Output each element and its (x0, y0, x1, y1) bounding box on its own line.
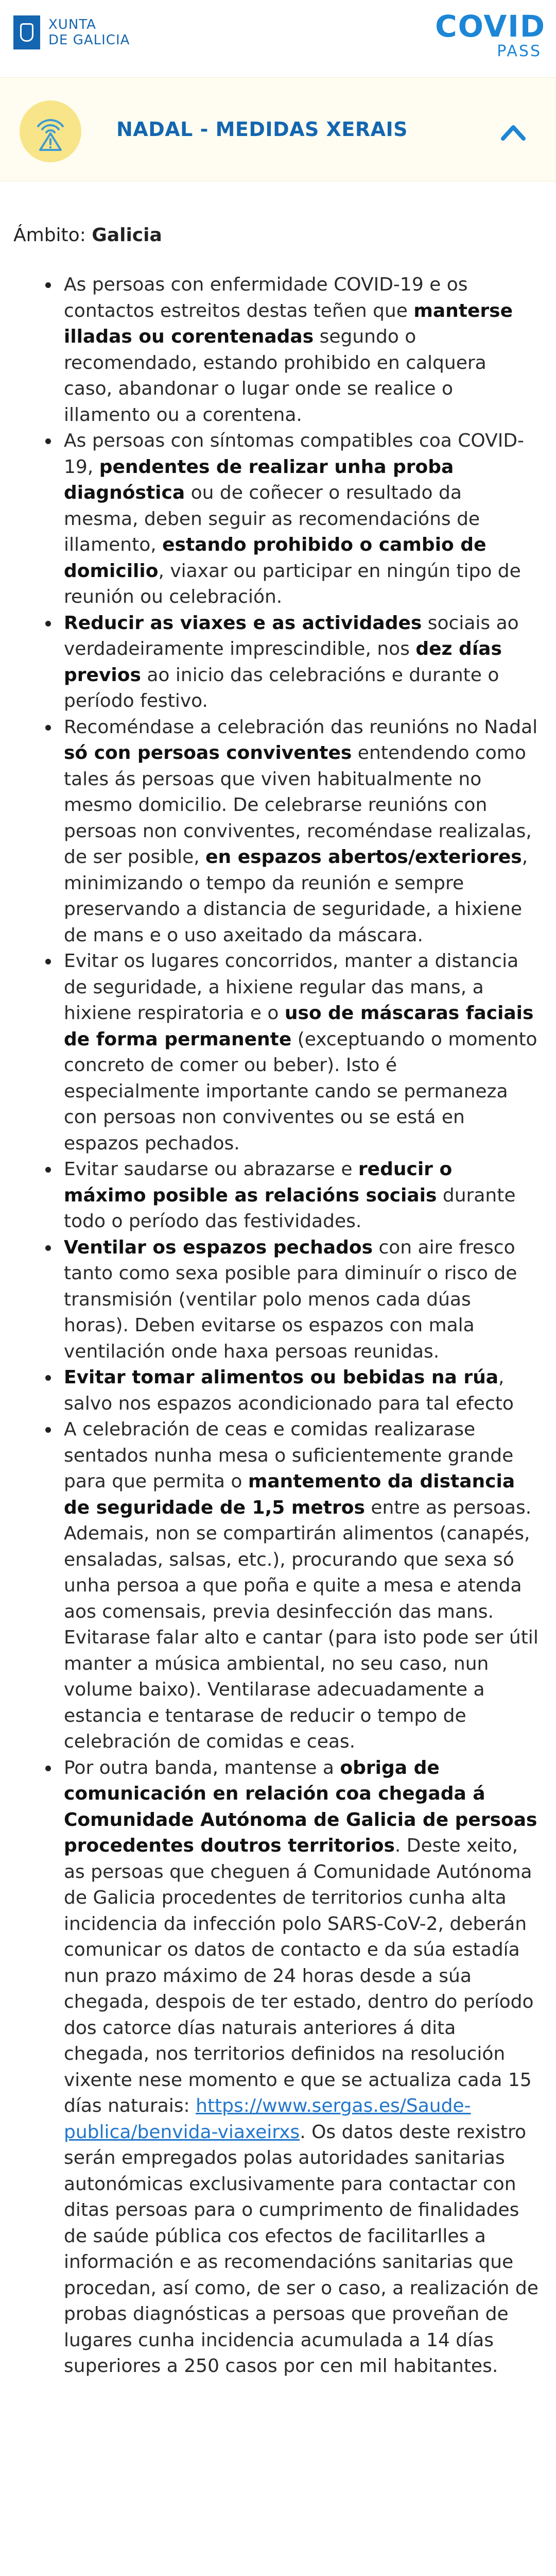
body-text: segundo o recomendado, estando prohibido en calquera caso, abandonar o lugar onde se realice o illamento ou a corentena. (64, 326, 486, 426)
emphasis-text: Ventilar os espazos pechados (64, 1236, 373, 1258)
top-bar (0, 0, 556, 77)
list-item (13, 428, 543, 611)
list-item (13, 1235, 543, 1365)
list-item (13, 1417, 543, 1755)
body-text: con aire fresco tanto como sexa posible para diminuír o risco de transmisión (ventilar polo menos cada dúas horas). Deben evitarse os espazos con mala ventilación onde haxa persoas reunidas. (64, 1236, 517, 1362)
section-content (0, 223, 556, 2380)
covid-wordmark: COVID (435, 9, 546, 44)
emphasis-text: só con persoas conviventes (64, 742, 352, 764)
list-item (13, 1755, 543, 2380)
body-text: . Deste xeito, as persoas que cheguen á Comunidade Autónoma de Galicia procedentes de territorios cunha alta incidencia da infección polo SARS-CoV-2, deberán comunicar os datos de contacto e da súa estadía nun prazo máximo de 24 horas desde a súa chegada, despois de ter estado, dentro do período dos catorce días naturais anteriores á dita chegada, nos territorios definidos na resolución vixente nese momento e que se actualiza cada 15 días naturais: (64, 1835, 534, 2116)
sergas-link[interactable]: https://www.sergas.es/Saude-publica/benvida-viaxeirxs (64, 2095, 471, 2143)
emphasis-text: manterse illadas ou corentenadas (64, 300, 513, 347)
body-text: ao inicio das celebracións e durante o período festivo. (64, 664, 499, 711)
emphasis-text: dez días previos (64, 638, 502, 686)
pass-wordmark: PASS (497, 42, 542, 60)
body-text: . Os datos deste rexistro serán empregados polas autoridades sanitarias autonómicas exclusivamente para contactar con ditas persoas para o cumprimento de finalidades de saúde pública cos efectos de facilitarlles a información e as recomendacións sanitarias que procedan, así como, de ser o caso, a realización de probas diagnósticas a persoas que proveñan de lugares cunha incidencia acumulada a 14 días superiores a 250 casos por cen mil habitantes. (64, 2121, 538, 2377)
ambito-line (13, 223, 543, 248)
warning-signal-icon (20, 100, 81, 162)
emphasis-text: estando prohibido o cambio de domicilio (64, 534, 486, 582)
emphasis-text: obriga de comunicación en relación coa chegada á Comunidade Autónoma de Galicia de persoas procedentes doutros territorios (64, 1757, 537, 1856)
section-header[interactable] (0, 77, 556, 181)
body-text: A celebración de ceas e comidas realizarase sentados nunha mesa o suficientemente grande para que permita o (64, 1419, 514, 1492)
list-item (13, 1365, 543, 1417)
emphasis-text: reducir o máximo posible as relacións sociais (64, 1159, 453, 1206)
list-item (13, 272, 543, 428)
body-text: entre as persoas. Ademais, non se compartirán alimentos (canapés, ensaladas, salsas, etc.), procurando que sexa só unha persoa a que poña e quite a mesa e atenda aos comensais, previa desinfección das mans. Evitarase falar alto e cantar (para isto pode ser útil manter a música ambiental, no seu caso, nun volume baixo). Ventilarase adecuadamente a estancia e tentarase de reducir o tempo de celebración de comidas e ceas. (64, 1497, 538, 1752)
emphasis-text: uso de máscaras faciais de forma permanente (64, 1003, 534, 1050)
body-text: Evitar os lugares concorridos, manter a distancia de seguridade, a hixiene regular das mans, a hixiene respiratoria e o (64, 951, 519, 1024)
body-text: As persoas con enfermidade COVID-19 e os contactos estreitos destas teñen que (64, 274, 468, 321)
emphasis-text: pendentes de realizar unha proba diagnóstica (64, 456, 454, 503)
body-text: durante todo o período das festividades. (64, 1184, 516, 1232)
list-item (13, 1157, 543, 1235)
xunta-logo[interactable] (13, 15, 130, 49)
xunta-wordmark (48, 17, 130, 48)
ambito-label: Ámbito: (13, 225, 86, 246)
list-item (13, 715, 543, 949)
covid-pass-logo (435, 11, 546, 60)
ambito-value: Galicia (92, 225, 162, 246)
list-item (13, 948, 543, 1157)
body-text: Recoméndase a celebración das reunións no Nadal (64, 716, 538, 738)
body-text: entendendo como tales ás persoas que viven habitualmente no mesmo domicilio. De celebrarse reunións con persoas non conviventes, recoméndase realizalas, de ser posible, (64, 742, 532, 868)
body-text: As persoas con síntomas compatibles coa COVID-19, (64, 430, 525, 478)
xunta-emblem-icon (13, 15, 40, 49)
body-text: Por outra banda, mantense a (64, 1757, 340, 1778)
body-text: ou de coñecer o resultado da mesma, deben seguir as recomendacións de illamento, (64, 482, 480, 555)
emphasis-text: mantemento da distancia de seguridade de 1,5 metros (64, 1471, 515, 1518)
emphasis-text: en espazos abertos/exteriores (205, 846, 522, 868)
body-text: (exceptuando o momento concreto de comer ou beber). Isto é especialmente importante cando se permaneza con persoas non conviventes ou se está en espazos pechados. (64, 1028, 537, 1154)
body-text: , viaxar ou participar en ningún tipo de reunión ou celebración. (64, 560, 521, 607)
body-text: Evitar saudarse ou abrazarse e (64, 1159, 358, 1180)
xunta-line2: DE GALICIA (48, 32, 130, 48)
measures-list (13, 272, 543, 2380)
list-item (13, 611, 543, 715)
body-text: , minimizando o tempo da reunión e sempre preservando a distancia de seguridade, a hixiene de mans e o uso axeitado da máscara. (64, 846, 528, 946)
chevron-up-icon[interactable] (495, 114, 531, 150)
section-title: NADAL - MEDIDAS XERAIS (116, 118, 408, 141)
body-text: , salvo nos espazos acondicionado para tal efecto (64, 1367, 514, 1414)
body-text: sociais ao verdadeiramente imprescindible, nos (64, 612, 519, 659)
emphasis-text: Evitar tomar alimentos ou bebidas na rúa (64, 1367, 498, 1388)
xunta-line1: XUNTA (48, 17, 96, 32)
emphasis-text: Reducir as viaxes e as actividades (64, 612, 422, 634)
